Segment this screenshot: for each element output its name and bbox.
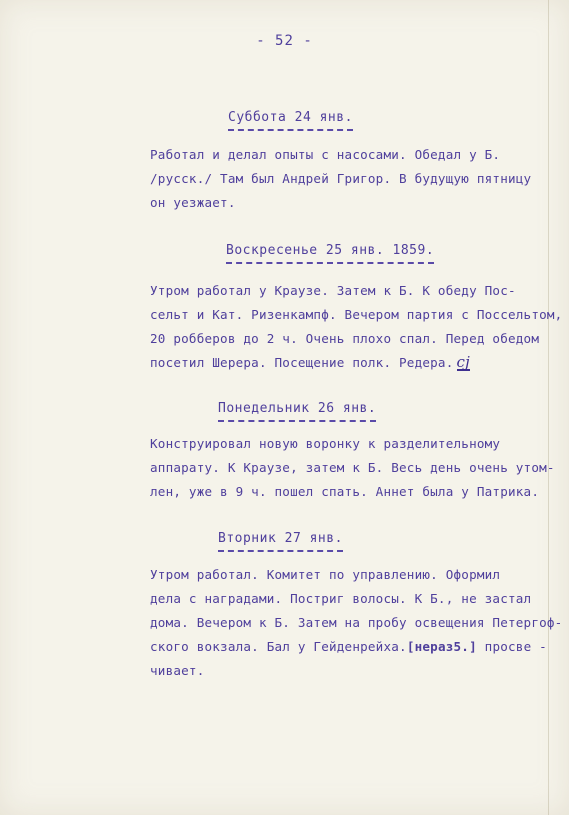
text-line: Конструировал новую воронку к разделительному [150, 436, 501, 451]
entry-heading-monday: Понедельник 26 янв. [218, 401, 376, 422]
text-line-with-bracket [150, 635, 547, 659]
bracketed-annotation: [нераз5.] [406, 639, 477, 654]
text-line: Работал и делал опыты с насосами. Обедал у Б. [150, 147, 501, 162]
text-line: Утром работал у Краузе. Затем к Б. К обеду Пос- [150, 283, 516, 298]
text-line: он уезжает. [150, 195, 236, 210]
text-line: ского вокзала. Бал у Гейденрейха. [150, 639, 407, 654]
text-line: 20 робберов до 2 ч. Очень плохо спал. Перед обедом [150, 331, 540, 346]
entry-text-saturday [150, 143, 532, 215]
handwritten-margin-mark: cj [456, 353, 470, 371]
text-line: /русск./ Там был Андрей Григор. В будущую пятницу [150, 171, 532, 186]
text-line-with-mark [150, 351, 525, 375]
page-edge-shadow [548, 0, 549, 815]
entry-heading-tuesday: Вторник 27 янв. [218, 531, 343, 552]
text-line: дела с наградами. Постриг волосы. К Б., не застал [150, 591, 532, 606]
text-line: сельт и Кат. Ризенкампф. Вечером партия с Поссельтом, [150, 307, 563, 322]
text-line: посетил Шерера. Посещение полк. Редера. [150, 355, 454, 370]
entry-heading-saturday: Суббота 24 янв. [228, 110, 353, 131]
text-line: дома. Вечером к Б. Затем на пробу освещения Петергоф- [150, 615, 563, 630]
text-line: чивает. [150, 663, 205, 678]
text-line: лен, уже в 9 ч. пошел спать. Аннет была у Патрика. [150, 484, 540, 499]
text-line: Утром работал. Комитет по управлению. Оформил [150, 567, 501, 582]
entry-text-monday [150, 432, 555, 504]
entry-heading-sunday: Воскресенье 25 янв. 1859. [226, 243, 434, 264]
entry-text-tuesday [150, 563, 563, 683]
text-line: аппарату. К Краузе, затем к Б. Весь день очень утом- [150, 460, 555, 475]
text-line-tail: просве - [484, 639, 547, 654]
entry-text-sunday [150, 279, 563, 375]
page-number: - 52 - [256, 33, 313, 49]
